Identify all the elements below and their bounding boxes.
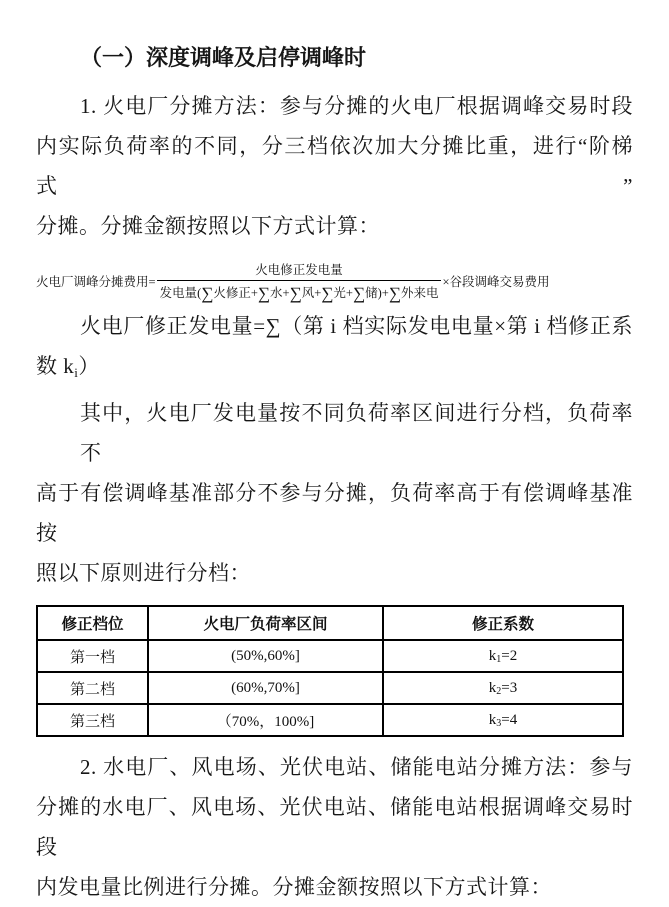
table-correction-tiers	[36, 605, 624, 737]
coef-base: k	[488, 679, 497, 696]
fraction	[157, 260, 442, 302]
paragraph-line: 分摊。分摊金额按照以下方式计算：	[36, 214, 380, 238]
header-tier: 修正档位	[37, 606, 148, 640]
cell-range: (60%,70%]	[148, 672, 383, 704]
coef-value: =3	[501, 679, 518, 696]
subscript-i: i	[74, 365, 79, 380]
fraction-denominator	[157, 280, 442, 302]
coef-value: =4	[501, 711, 518, 728]
denominator-text: 发电量(	[159, 286, 202, 300]
paragraph-line: 2. 水电厂、风电场、光伏电站、储能电站分摊方法：参与	[80, 755, 633, 779]
cell-tier: 第三档	[37, 704, 148, 736]
denominator-text: 光+	[333, 286, 353, 300]
table-row	[37, 640, 623, 672]
formula-allocation-cost	[36, 260, 633, 302]
cell-range: (50%,60%]	[148, 640, 383, 672]
coef-subscript: 3	[496, 717, 502, 729]
formula-text: 数 k	[36, 354, 75, 378]
cell-tier: 第二档	[37, 672, 148, 704]
paragraph-thermal-method	[36, 86, 633, 246]
fraction-numerator: 火电修正发电量	[255, 263, 343, 277]
paragraph-line: 内实际负荷率的不同，分三档依次加大分摊比重，进行“阶梯式”	[36, 134, 633, 198]
cell-range: （70%，100%]	[148, 704, 383, 736]
coef-base: k	[488, 711, 497, 728]
paragraph-line: 照以下原则进行分档：	[36, 561, 251, 585]
coef-subscript: 1	[496, 653, 502, 665]
sigma-symbol: ∑	[321, 284, 334, 303]
header-coefficient: 修正系数	[383, 606, 623, 640]
formula-line	[36, 346, 633, 393]
paragraph-line: 1. 火电厂分摊方法：参与分摊的火电厂根据调峰交易时段	[80, 94, 633, 118]
paragraph-renewables-method	[36, 747, 633, 907]
paragraph-line: 高于有偿调峰基准部分不参与分摊，负荷率高于有偿调峰基准按	[36, 481, 633, 545]
table-header-row	[37, 606, 623, 640]
denominator-text: 水+	[270, 286, 290, 300]
formula-text: ）	[78, 354, 100, 378]
section-heading: （一）深度调峰及启停调峰时	[80, 45, 367, 70]
coef-value: =2	[501, 647, 518, 664]
cell-coefficient	[383, 640, 623, 672]
coef-subscript: 2	[496, 685, 502, 697]
formula-lhs: 火电厂调峰分摊费用=	[36, 275, 156, 289]
denominator-text: 储)+	[365, 286, 389, 300]
formula-rhs: ×谷段调峰交易费用	[442, 275, 550, 289]
sigma-symbol: ∑	[257, 284, 271, 303]
formula-line: 火电厂修正发电量=∑（第 i 档实际发电电量×第 i 档修正系	[80, 314, 633, 338]
paragraph-line: 内发电量比例进行分摊。分摊金额按照以下方式计算：	[36, 875, 552, 899]
sigma-symbol: ∑	[289, 284, 302, 303]
paragraph-line: 分摊的水电厂、风电场、光伏电站、储能电站根据调峰交易时段	[36, 795, 633, 859]
denominator-text: 风+	[301, 286, 322, 300]
sigma-symbol: ∑	[388, 284, 401, 303]
cell-coefficient	[383, 704, 623, 736]
sigma-symbol: ∑	[201, 284, 214, 303]
denominator-text: 火修正+	[213, 286, 258, 300]
cell-tier: 第一档	[37, 640, 148, 672]
formula-corrected-generation	[36, 306, 633, 393]
table-row	[37, 672, 623, 704]
table-row	[37, 704, 623, 736]
denominator-text: 外来电	[400, 286, 439, 300]
sigma-symbol: ∑	[352, 284, 366, 303]
paragraph-line: 其中，火电厂发电量按不同负荷率区间进行分档，负荷率不	[80, 401, 633, 465]
header-load-range: 火电厂负荷率区间	[148, 606, 383, 640]
cell-coefficient	[383, 672, 623, 704]
coef-base: k	[488, 647, 497, 664]
paragraph-tier-rule	[36, 393, 633, 593]
